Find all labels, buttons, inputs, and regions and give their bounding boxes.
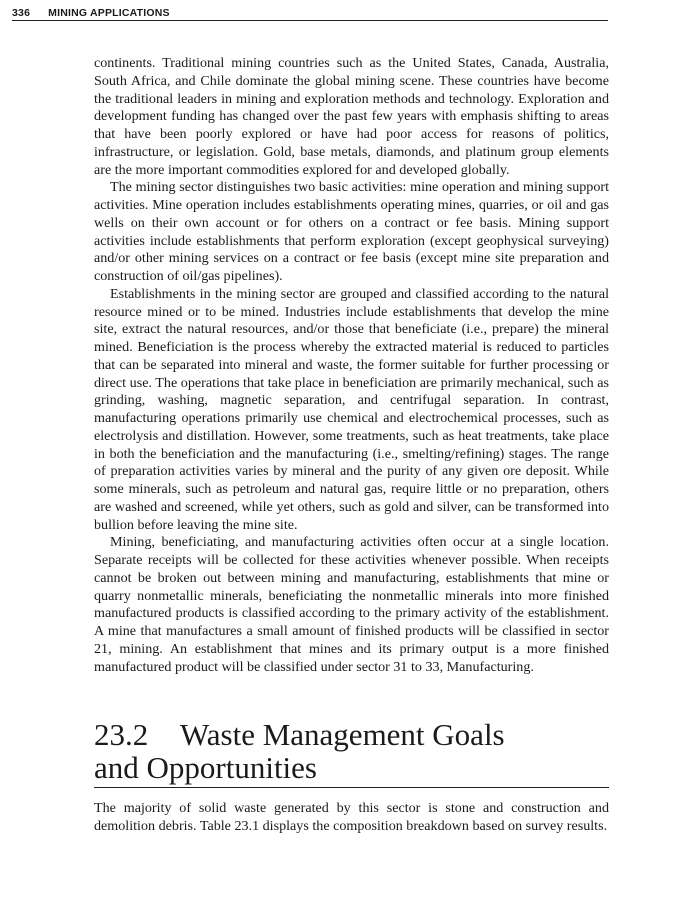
section-text — [94, 800, 609, 836]
running-header — [12, 6, 608, 21]
section-title-line-1: Waste Management Goals — [180, 717, 505, 752]
section-paragraph: The majority of solid waste generated by this sector is stone and construction and demolition debris. Table 23.1 displays the composition breakdown based on survey results. — [94, 800, 609, 834]
running-title: MINING APPLICATIONS — [48, 7, 170, 19]
paragraph-4: Mining, beneficiating, and manufacturing activities often occur at a single location. Separate receipts will be collected for these activities whenever possible. When receipts cannot be broken out between mining and manufacturing, establishments that mine or quarry nonmetallic minerals, beneficiating the nonmetallic minerals into more finished manufactured products is classified according to the primary activity of the establishment. A mine that manufactures a small amount of finished products will be classified in sector 21, mining. An establishment that mines and its primary output is a more finished manufactured product will be classified under sector 31 to 33, Manufacturing. — [94, 534, 609, 675]
paragraph-1: continents. Traditional mining countries such as the United States, Canada, Australia, South Africa, and Chile dominate the global mining scene. These countries have become the traditional leaders in mining and exploration methods and technology. Exploration and development funding has changed over the past few years with emphasis shifting to areas that have been poorly explored or have had poor access for reasons of politics, infrastructure, or legislation. Gold, base metals, diamonds, and platinum group elements are the more important commodities explored for and developed globally. — [94, 55, 609, 178]
paragraph-3: Establishments in the mining sector are grouped and classified according to the natural resource mined or to be mined. Industries include establishments that develop the mine site, extract the natural resources, and/or those that beneficiate (i.e., prepare) the mineral mined. Beneficiation is the process whereby the extracted material is reduced to particles that can be separated into mineral and waste, the former suitable for further processing or direct use. The operations that take place in beneficiation are primarily mechanical, such as grinding, washing, magnetic separation, and centrifugal separation. In contrast, manufacturing operations primarily use chemical and electrochemical processes, such as electrolysis and distillation. However, some treatments, such as heat treatments, take place in both the beneficiation and the manufacturing (i.e., smelting/refining) stages. The range of preparation activities varies by mineral and the purity of any given ore deposit. While some minerals, such as petroleum and natural gas, require little or no preparation, others are washed and screened, while yet others, such as gold and silver, can be transformed into bullion before leaving the mine site. — [94, 285, 609, 533]
section-number: 23.2 — [94, 717, 149, 752]
page-number: 336 — [12, 7, 31, 19]
paragraph-2: The mining sector distinguishes two basic activities: mine operation and mining support activities. Mine operation includes establishments operating mines, quarries, or oil and gas wells on their own account or for others on a contract or fee basis. Mining support activities include establishments that perform exploration (except geophysical surveying) and/or other mining services on a contract or fee basis (except mine site preparation and construction of oil/gas pipelines). — [94, 179, 609, 284]
section-title-line-2: and Opportunities — [94, 750, 317, 785]
section-heading — [94, 718, 609, 788]
body-text — [94, 55, 609, 676]
